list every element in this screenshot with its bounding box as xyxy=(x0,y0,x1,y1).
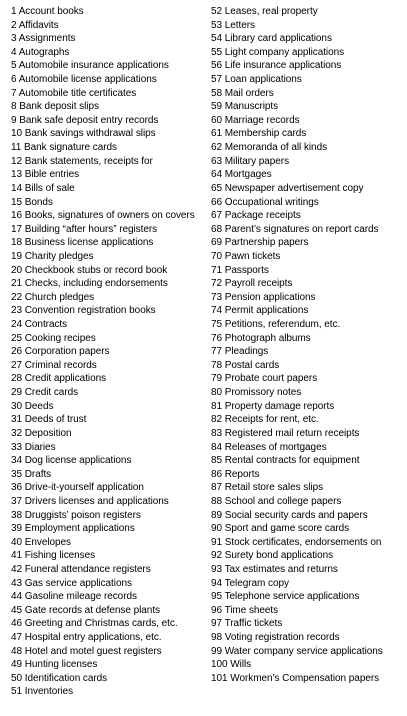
list-item: 42 Funeral attendance registers xyxy=(11,563,151,575)
list-item: 96 Time sheets xyxy=(211,604,279,616)
list-item: 16 Books, signatures of owners on covers xyxy=(11,210,195,222)
list-item: 26 Corporation papers xyxy=(11,346,110,358)
list-item: 6 Automobile license applications xyxy=(11,74,157,86)
list-item: 51 Inventories xyxy=(11,686,74,698)
list-item: 50 Identification cards xyxy=(11,672,108,684)
list-item: 89 Social security cards and papers xyxy=(211,509,368,521)
list-item: 97 Traffic tickets xyxy=(211,618,283,630)
list-item: 78 Postal cards xyxy=(211,359,280,371)
list-item: 73 Pension applications xyxy=(211,291,316,303)
list-item: 52 Leases, real property xyxy=(211,6,318,17)
list-item: 38 Druggists’ poison registers xyxy=(11,509,141,521)
list-item: 45 Gate records at defense plants xyxy=(11,604,160,616)
list-item: 67 Package receipts xyxy=(211,210,301,222)
list-item: 76 Photograph albums xyxy=(211,332,311,344)
list-item: 77 Pleadings xyxy=(211,346,269,358)
list-item: 54 Library card applications xyxy=(211,33,332,45)
list-item: 40 Envelopes xyxy=(11,536,72,548)
list-item: 70 Pawn tickets xyxy=(211,250,281,262)
list-item: 39 Employment applications xyxy=(11,523,135,535)
list-item: 30 Deeds xyxy=(11,400,54,412)
list-item: 20 Checkbook stubs or record book xyxy=(11,264,168,276)
list-item: 74 Permit applications xyxy=(211,305,309,317)
list-item: 80 Promissory notes xyxy=(211,387,302,399)
list-item: 46 Greeting and Christmas cards, etc. xyxy=(11,618,178,630)
list-item: 71 Passports xyxy=(211,264,269,276)
list-item: 62 Memoranda of all kinds xyxy=(211,142,328,154)
list-item: 15 Bonds xyxy=(11,196,53,208)
list-item: 56 Life insurance applications xyxy=(211,60,342,72)
list-item: 64 Mortgages xyxy=(211,169,272,181)
list-item: 79 Probate court papers xyxy=(211,373,318,385)
list-item: 5 Automobile insurance applications xyxy=(11,60,169,72)
list-item: 61 Membership cards xyxy=(211,128,307,140)
list-item: 24 Contracts xyxy=(11,319,68,331)
list-item: 9 Bank safe deposit entry records xyxy=(11,114,159,126)
list-item: 93 Tax estimates and returns xyxy=(211,563,338,575)
list-item: 49 Hunting licenses xyxy=(11,659,98,671)
list-item: 98 Voting registration records xyxy=(211,632,340,644)
list-item: 18 Business license applications xyxy=(11,237,154,249)
list-item: 63 Military papers xyxy=(211,155,290,167)
list-item: 36 Drive-it-yourself application xyxy=(11,482,144,494)
list-item: 57 Loan applications xyxy=(211,74,302,86)
list-item: 101 Workmen’s Compensation papers xyxy=(211,672,380,684)
list-item: 85 Rental contracts for equipment xyxy=(211,455,360,467)
list-item: 27 Criminal records xyxy=(11,359,97,371)
list-item: 65 Newspaper advertisement copy xyxy=(211,182,364,194)
list-item: 11 Bank signature cards xyxy=(11,142,117,154)
list-item: 14 Bills of sale xyxy=(11,182,75,194)
list-item: 100 Wills xyxy=(211,659,252,671)
list-item: 68 Parent’s signatures on report cards xyxy=(211,223,379,235)
list-item: 69 Partnership papers xyxy=(211,237,309,249)
list-item: 10 Bank savings withdrawal slips xyxy=(11,128,156,140)
list-item: 44 Gasoline mileage records xyxy=(11,591,137,603)
list-item: 7 Automobile title certificates xyxy=(11,87,137,99)
list-item: 17 Building “after hours” registers xyxy=(11,223,158,235)
left-column-list xyxy=(11,5,209,699)
list-item: 43 Gas service applications xyxy=(11,577,132,589)
list-item: 21 Checks, including endorsements xyxy=(11,278,168,290)
right-column-list xyxy=(211,5,405,685)
list-item: 91 Stock certificates, endorsements on xyxy=(211,536,382,548)
list-item: 33 Diaries xyxy=(11,441,56,453)
list-item: 72 Payroll receipts xyxy=(211,278,293,290)
list-item: 66 Occupational writings xyxy=(211,196,319,208)
list-item: 90 Sport and game score cards xyxy=(211,523,350,535)
list-item: 84 Releases of mortgages xyxy=(211,441,327,453)
list-item: 94 Telegram copy xyxy=(211,577,289,589)
list-item: 34 Dog license applications xyxy=(11,455,132,467)
list-item: 82 Receipts for rent, etc. xyxy=(211,414,319,426)
list-item: 48 Hotel and motel guest registers xyxy=(11,645,162,657)
list-item: 41 Fishing licenses xyxy=(11,550,96,562)
list-item: 95 Telephone service applications xyxy=(211,591,360,603)
list-item: 22 Church pledges xyxy=(11,291,95,303)
list-item: 59 Manuscripts xyxy=(211,101,279,113)
list-item: 23 Convention registration books xyxy=(11,305,156,317)
list-item: 37 Drivers licenses and applications xyxy=(11,495,169,507)
list-item: 32 Deposition xyxy=(11,427,72,439)
list-item: 53 Letters xyxy=(211,19,255,31)
list-item: 28 Credit applications xyxy=(11,373,107,385)
list-item: 31 Deeds of trust xyxy=(11,414,87,426)
list-item: 13 Bible entries xyxy=(11,169,80,181)
list-item: 1 Account books xyxy=(11,6,84,17)
list-item: 29 Credit cards xyxy=(11,387,79,399)
list-item: 3 Assignments xyxy=(11,33,76,45)
list-item: 58 Mail orders xyxy=(211,87,274,99)
list-item: 75 Petitions, referendum, etc. xyxy=(211,319,341,331)
list-item: 99 Water company service applications xyxy=(211,645,383,657)
list-item: 83 Registered mail return receipts xyxy=(211,427,360,439)
list-item: 4 Autographs xyxy=(11,46,70,58)
list-item: 47 Hospital entry applications, etc. xyxy=(11,632,162,644)
list-item: 2 Affidavits xyxy=(11,19,59,31)
list-item: 86 Reports xyxy=(211,468,260,480)
list-item: 55 Light company applications xyxy=(211,46,345,58)
list-item: 25 Cooking recipes xyxy=(11,332,96,344)
list-item: 92 Surety bond applications xyxy=(211,550,334,562)
list-item: 8 Bank deposit slips xyxy=(11,101,99,113)
list-item: 19 Charity pledges xyxy=(11,250,94,262)
list-item: 88 School and college papers xyxy=(211,495,342,507)
list-item: 81 Property damage reports xyxy=(211,400,335,412)
list-item: 35 Drafts xyxy=(11,468,52,480)
list-item: 60 Marriage records xyxy=(211,114,300,126)
list-item: 12 Bank statements, receipts for xyxy=(11,155,153,167)
list-item: 87 Retail store sales slips xyxy=(211,482,324,494)
